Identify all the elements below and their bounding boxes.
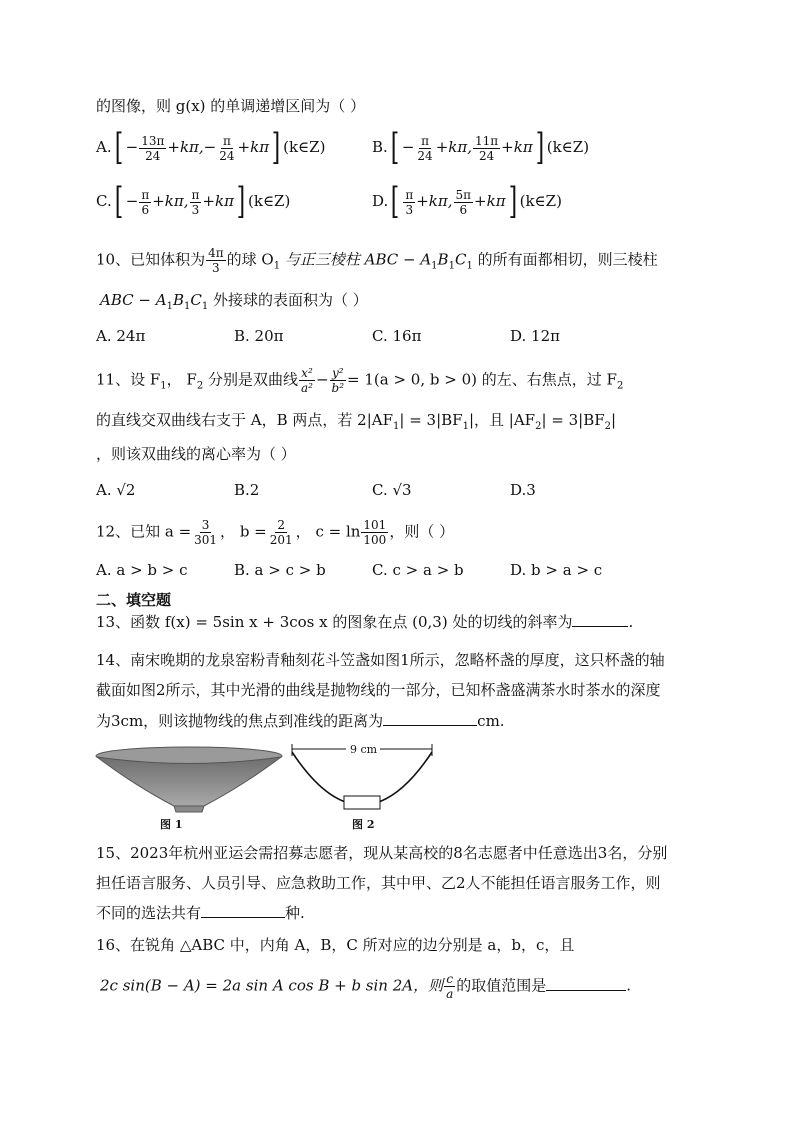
q10-option-a: A. 24π — [96, 327, 146, 345]
q11-stem-line2: 的直线交双曲线右支于 A，B 两点，若 $2|AF_1| = 3|BF_1|$，且 $|AF_2| = 3|BF_2|$ — [96, 411, 617, 432]
q16-stem-line2: 2c sin(B − A) = 2a sin A cos B + b sin 2A，则 $\frac{c}{a}$ 的取值范围是 . — [100, 972, 632, 1001]
q11-option-d: D.3 — [510, 481, 536, 499]
q14-stem-line1: 14、南宋晚期的龙泉窑粉青釉刻花斗笠盏如图1所示，忽略杯盏的厚度，这只杯盏的轴 — [96, 651, 665, 669]
q10-stem: 10、已知体积为 $\frac{4\pi}{3}$ 的球 $O_1$ 与正三棱柱 ABC − $A_1B_1C_1$ 的所有面都相切，则三棱柱 — [96, 246, 658, 275]
q11-stem: 11、设 $F_1$， $F_2$ 分别是双曲线 $\frac{\text{x²}}{\text{a²}}$ − $\frac{\text{y²}}{\text{b²}}$ = 1(a > 0, b > 0) 的左、右焦点，过 $F_2$ — [96, 366, 624, 395]
q14-answer-blank[interactable] — [383, 711, 477, 726]
q15-answer-blank[interactable] — [201, 903, 285, 918]
q16-answer-blank[interactable] — [546, 976, 626, 991]
figure-1-bowl — [94, 740, 284, 832]
section-title-fill-in: 二、填空题 — [96, 591, 172, 609]
q12-option-b: B. a > c > b — [234, 561, 326, 579]
figure-2-width-label: 9 cm — [350, 743, 378, 756]
q12-stem: 12、已知 a = $\frac{3}{301}$ ， b = $\frac{2}{201}$ ， c = ln $\frac{101}{100}$ ，则（ ） — [96, 518, 455, 547]
q13-stem: 13、函数 f(x) = 5sin x + 3cos x 的图象在点 (0,3) 处的切线的斜率为 . — [96, 613, 634, 631]
q9-option-a: A.[ − $\frac{13\pi}{24}$ +kπ,− $\frac{\pi}{24}$ +kπ] (k∈Z) — [96, 127, 326, 168]
figure-2-caption: 图 2 — [352, 818, 375, 831]
q12-option-c: C. c > a > b — [372, 561, 464, 579]
q16-stem-line1: 16、在锐角 △ABC 中，内角 A，B，C 所对应的边分别是 a，b，c，且 — [96, 936, 575, 954]
q14-stem-line3: 为3cm，则该抛物线的焦点到准线的距离为 cm. — [96, 712, 505, 730]
q9-option-c: C.[ − $\frac{\pi}{6}$ +kπ, $\frac{\pi}{3}$ +kπ] (k∈Z) — [96, 181, 291, 222]
q11-option-a: A. √2 — [96, 481, 136, 499]
q12-option-a: A. a > b > c — [96, 561, 188, 579]
q10-option-c: C. 16π — [372, 327, 422, 345]
q11-option-b: B.2 — [234, 481, 260, 499]
q10-stem-line2: ABC − $A_1B_1C_1$ 外接球的表面积为（ ） — [100, 291, 368, 312]
q10-option-d: D. 12π — [510, 327, 560, 345]
q9-option-b: B.[ − $\frac{\pi}{24}$ +kπ, $\frac{11\pi}{24}$ +kπ] (k∈Z) — [372, 127, 590, 168]
q13-answer-blank[interactable] — [572, 612, 628, 627]
q14-stem-line2: 截面如图2所示，其中光滑的曲线是抛物线的一部分，已知杯盏盛满茶水时茶水的深度 — [96, 681, 661, 699]
q9-option-d: D.[ $\frac{\pi}{3}$ +kπ, $\frac{5\pi}{6}$ +kπ] (k∈Z) — [372, 181, 562, 222]
q15-stem-line3: 不同的选法共有 种. — [96, 904, 305, 922]
q15-stem-line2: 担任语言服务、人员引导、应急救助工作，其中甲、乙2人不能担任语言服务工作，则 — [96, 874, 661, 892]
q12-option-d: D. b > a > c — [510, 561, 603, 579]
q10-option-b: B. 20π — [234, 327, 284, 345]
q11-stem-line3: ，则该双曲线的离心率为（ ） — [96, 445, 296, 463]
q9-stem-tail: 的图像，则 g(x) 的单调递增区间为（ ） — [96, 97, 366, 115]
q15-stem-line1: 15、2023年杭州亚运会需招募志愿者，现从某高校的8名志愿者中任意选出3名，分别 — [96, 844, 668, 862]
figure-1-caption: 图 1 — [160, 818, 183, 831]
q11-option-c: C. √3 — [372, 481, 412, 499]
